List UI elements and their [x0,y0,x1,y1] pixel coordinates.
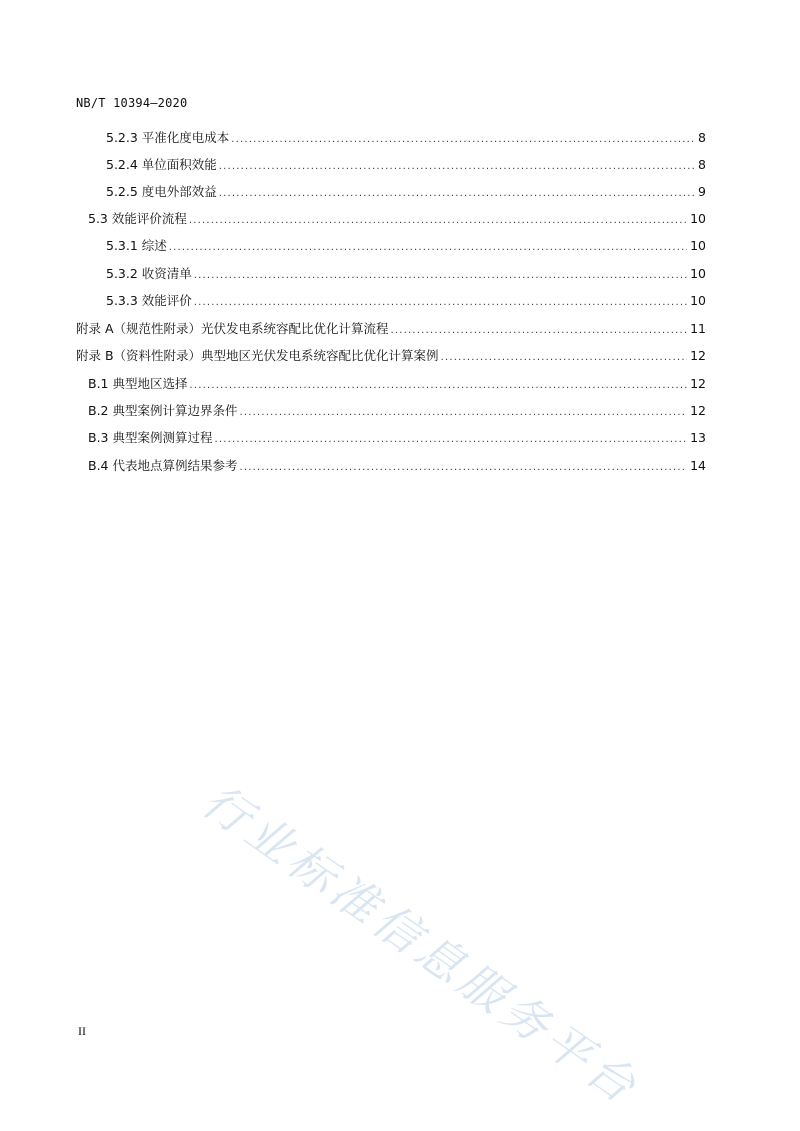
watermark: 行业标准信息服务平台 [192,773,650,1116]
toc-entry-page: 12 [690,348,706,363]
toc-leader-dots [239,403,687,423]
toc-entry[interactable] [76,346,706,366]
toc-entry-page: 8 [698,130,706,145]
toc-entry-page: 10 [690,211,706,226]
toc-leader-dots [391,321,688,341]
toc-entry[interactable] [106,264,706,284]
toc-leader-dots [219,157,695,177]
toc-entry-page: 9 [698,184,706,199]
toc-leader-dots [214,430,687,450]
toc-entry-title: 5.3.1 综述 [106,238,167,253]
toc-leader-dots [169,238,687,258]
toc-entry-page: 14 [690,458,706,473]
toc-leader-dots [189,376,687,396]
toc-entry[interactable] [106,182,706,202]
toc-leader-dots [441,348,688,368]
toc-entry[interactable] [106,291,706,311]
toc-entry-page: 12 [690,376,706,391]
toc-entry[interactable] [106,155,706,175]
toc-entry[interactable] [106,128,706,148]
toc-leader-dots [239,458,687,478]
toc-leader-dots [194,293,687,313]
toc-entry-page: 8 [698,157,706,172]
toc-entry-title: 5.2.4 单位面积效能 [106,157,217,172]
toc-entry-title: B.3 典型案例测算过程 [88,430,213,445]
toc-entry-page: 10 [690,266,706,281]
toc-entry-page: 12 [690,403,706,418]
toc-entry-page: 10 [690,293,706,308]
page-number: II [78,1024,86,1038]
toc-entry-page: 13 [690,430,706,445]
toc-leader-dots [194,266,687,286]
toc-entry[interactable] [88,401,706,421]
toc-entry[interactable] [88,428,706,448]
toc-entry-page: 10 [690,238,706,253]
toc-entry-title: 5.3 效能评价流程 [88,211,187,226]
toc-entry[interactable] [88,374,706,394]
toc-entry[interactable] [88,456,706,476]
toc-entry-title: 5.2.5 度电外部效益 [106,184,217,199]
toc-entry-title: B.1 典型地区选择 [88,376,188,391]
toc-leader-dots [189,211,687,231]
toc-leader-dots [231,130,695,150]
toc-entry-title: 附录 A（规范性附录）光伏发电系统容配比优化计算流程 [76,321,389,336]
document-code: NB/T 10394—2020 [76,96,188,110]
toc-entry-title: 5.3.3 效能评价 [106,293,192,308]
toc-entry-title: 附录 B（资料性附录）典型地区光伏发电系统容配比优化计算案例 [76,348,439,363]
toc-entry-title: 5.3.2 收资清单 [106,266,192,281]
toc-entry[interactable] [76,319,706,339]
toc-entry-title: 5.2.3 平准化度电成本 [106,130,230,145]
toc-entry-title: B.4 代表地点算例结果参考 [88,458,238,473]
toc-entry-page: 11 [690,321,706,336]
toc-entry[interactable] [88,209,706,229]
toc-entry-title: B.2 典型案例计算边界条件 [88,403,238,418]
toc-entry[interactable] [106,236,706,256]
toc-leader-dots [219,184,695,204]
